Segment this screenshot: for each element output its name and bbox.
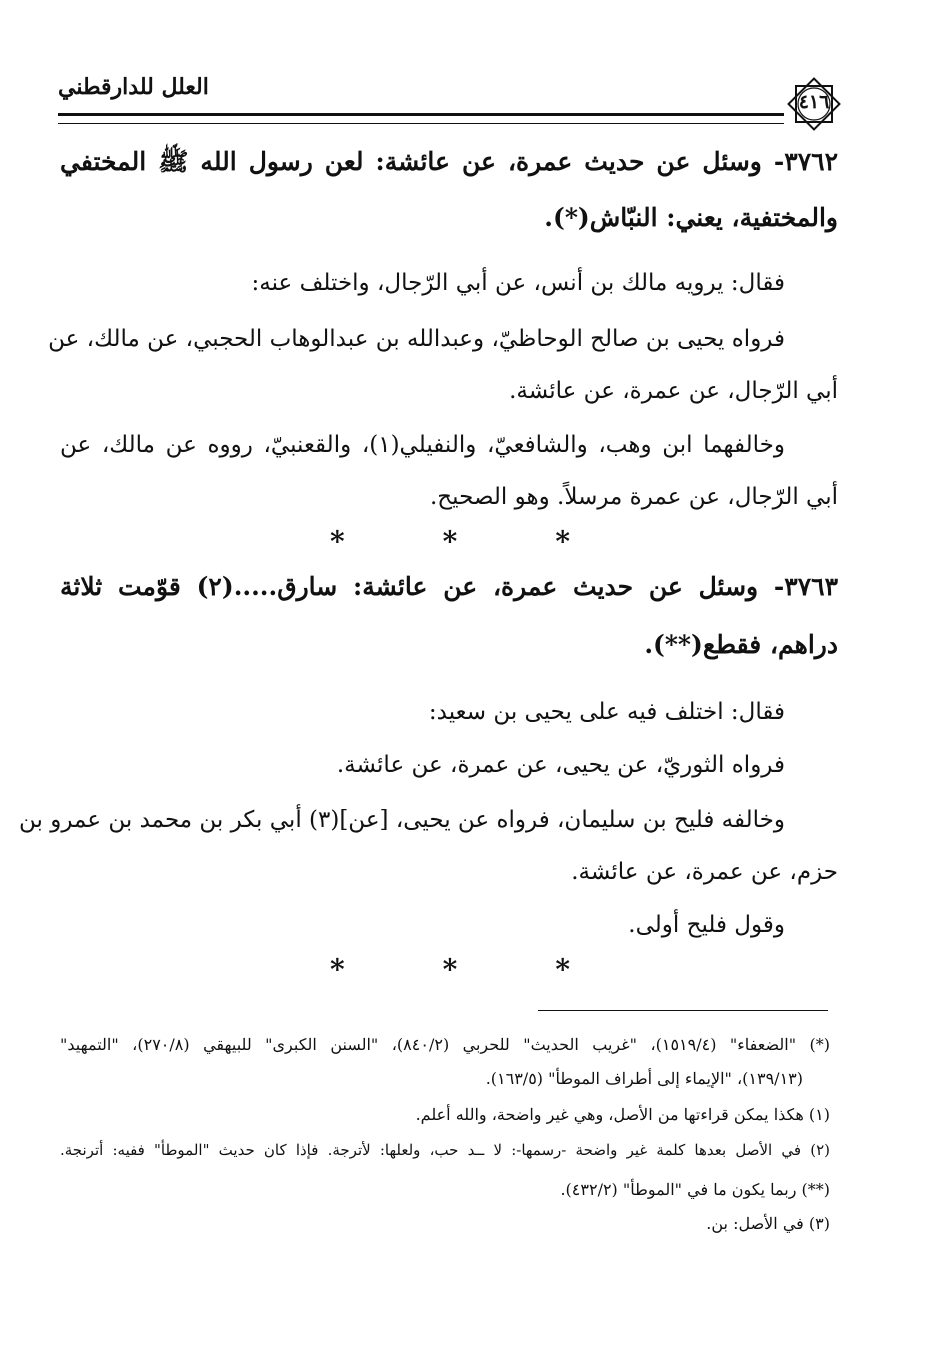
separator-star: * [555, 953, 570, 986]
footnote-double-star: (**) ربما يكون ما في "الموطأ" (٤٣٢/٢). [560, 1180, 830, 1199]
page-number-emblem [784, 74, 844, 134]
paragraph-3-line-1: وخالفهما ابن وهب، والشافعيّ، والنفيلي(١)، والقعنبيّ، رووه عن مالك، عن [60, 432, 785, 458]
footnote-1: (١) هكذا يمكن قراءتها من الأصل، وهي غير واضحة، والله أعلم. [415, 1105, 830, 1124]
paragraph-3-line-2: أبي الرّجال، عن عمرة مرسلاً. وهو الصحيح. [430, 484, 838, 510]
entry-3762-heading-line-1: ٣٧٦٢- وسئل عن حديث عمرة، عن عائشة: لعن رسول الله ﷺ المختفي [60, 147, 838, 176]
paragraph-6-line-1: وخالفه فليح بن سليمان، فرواه عن يحيى، [عن](٣) أبي بكر بن محمد بن عمرو بن [19, 807, 785, 833]
separator-star: * [555, 525, 570, 558]
section-separator [330, 525, 570, 558]
entry-3763-heading-line-1: ٣٧٦٣- وسئل عن حديث عمرة، عن عائشة: سارق.....(٢) قوّمت ثلاثة [60, 572, 838, 601]
paragraph-2-line-1: فرواه يحيى بن صالح الوحاظيّ، وعبدالله بن عبدالوهاب الحجبي، عن مالك، عن [48, 326, 785, 352]
page-number: ٤١٦ [798, 91, 830, 113]
entry-3763-heading-line-2: دراهم، فقطع(**). [644, 630, 838, 659]
paragraph-7: وقول فليح أولى. [628, 912, 785, 938]
footnote-separator-rule [538, 1010, 828, 1011]
paragraph-6-line-2: حزم، عن عمرة، عن عائشة. [571, 859, 838, 885]
header-rule [58, 113, 784, 124]
footnote-star-line-2: (١٣٩/١٣)، "الإيماء إلى أطراف الموطأ" (١٦٣/٥). [485, 1069, 803, 1088]
running-title: العلل للدارقطني [58, 74, 209, 100]
paragraph-2-line-2: أبي الرّجال، عن عمرة، عن عائشة. [509, 378, 838, 404]
footnote-3: (٣) في الأصل: بن. [706, 1214, 830, 1233]
paragraph-1: فقال: يرويه مالك بن أنس، عن أبي الرّجال، واختلف عنه: [251, 270, 785, 296]
paragraph-4: فقال: اختلف فيه على يحيى بن سعيد: [428, 699, 785, 725]
paragraph-5: فرواه الثوريّ، عن يحيى، عن عمرة، عن عائشة. [336, 752, 785, 778]
footnote-star-line-1: (*) "الضعفاء" (١٥١٩/٤)، "غريب الحديث" للحربي (٨٤٠/٢)، "السنن الكبرى" للبيهقي (٢٧٠/٨)، "التمهيد" [60, 1035, 831, 1054]
entry-3762-heading-line-2: والمختفية، يعني: النبّاش(*). [544, 203, 838, 232]
footnote-2: (٢) في الأصل بعدها كلمة غير واضحة -رسمها-: لا ــد حب، ولعلها: لأترجة. فإذا كان حديث "الموطأ" ففيه: أترنجة. [60, 1141, 830, 1159]
separator-star: * [330, 953, 345, 986]
separator-star: * [330, 525, 345, 558]
section-separator [330, 953, 570, 986]
separator-star: * [442, 953, 458, 986]
separator-star: * [442, 525, 458, 558]
